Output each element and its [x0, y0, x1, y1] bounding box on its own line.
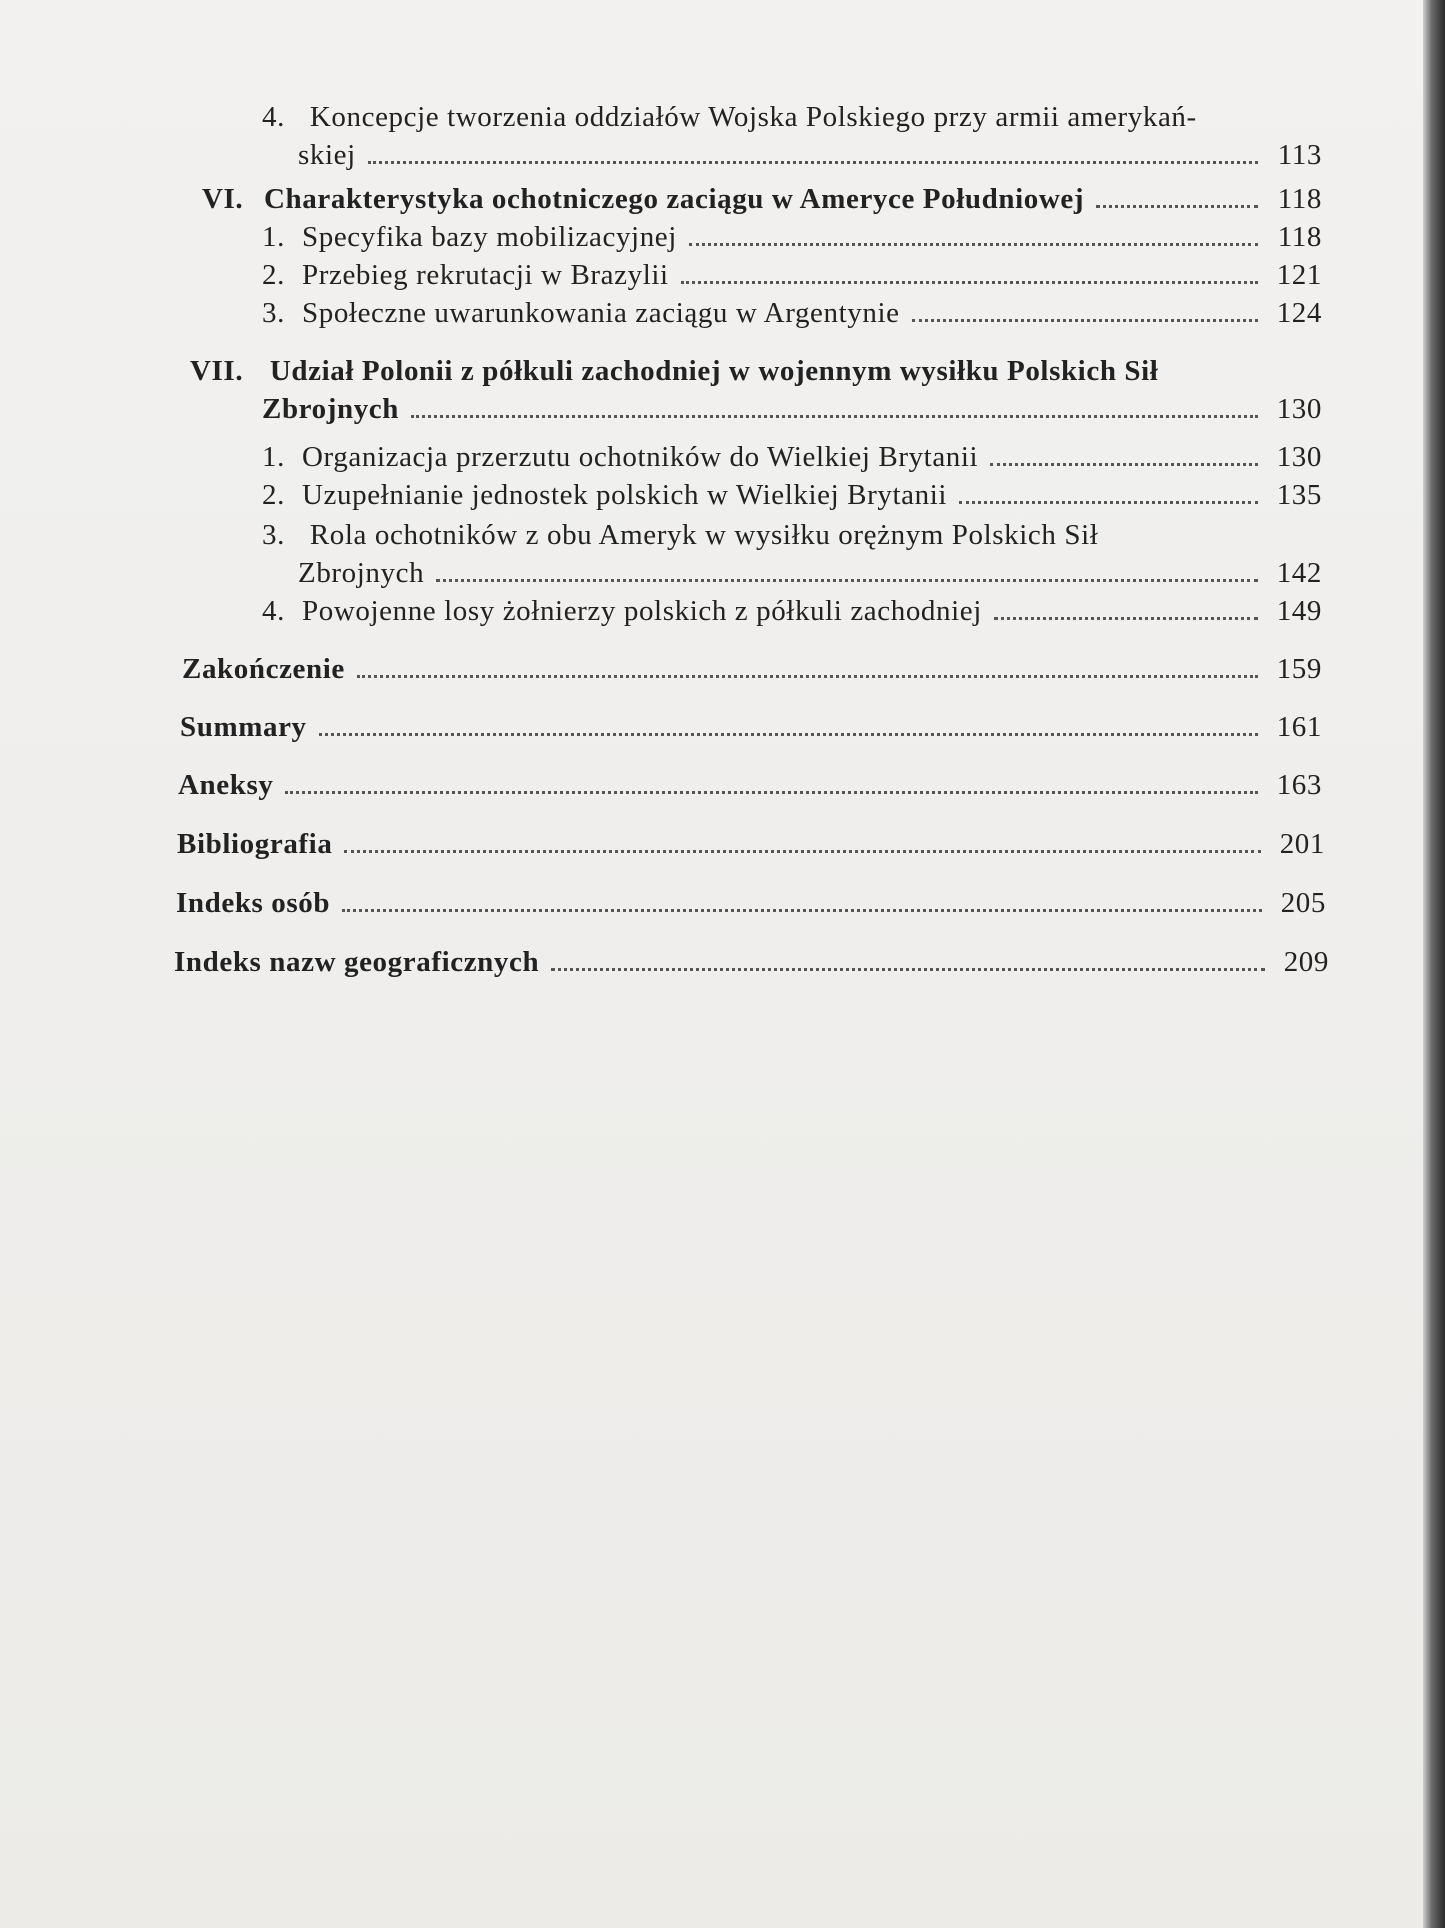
- entry-number: 3.: [262, 297, 285, 329]
- dot-leader: [994, 617, 1258, 620]
- entry-title-line2: Zbrojnych: [298, 557, 425, 589]
- dot-leader: [285, 791, 1258, 794]
- toc-entry-6-3: [262, 294, 1322, 332]
- entry-title: Powojenne losy żołnierzy polskich z półkuli zachodniej: [302, 595, 982, 627]
- toc-bibliografia: [177, 825, 1325, 863]
- page-number: 118: [1277, 183, 1322, 215]
- entry-title: Summary: [180, 711, 307, 743]
- dot-leader: [368, 161, 1258, 164]
- page-number: 130: [1276, 441, 1322, 473]
- entry-number: 2.: [262, 479, 285, 511]
- toc-chapter-6: [202, 180, 1322, 218]
- toc-indeks-osob: [176, 884, 1326, 922]
- toc-entry-7-3: [262, 516, 1322, 592]
- book-spine-edge: [1423, 0, 1445, 1928]
- toc-entry-6-2: [262, 256, 1322, 294]
- page-number: 135: [1276, 479, 1322, 511]
- dot-leader: [681, 281, 1258, 284]
- page-number: 130: [1276, 393, 1322, 425]
- entry-title-line2: Zbrojnych: [262, 393, 400, 425]
- page-number: 124: [1276, 297, 1322, 329]
- dot-leader: [959, 501, 1258, 504]
- entry-title-line2: skiej: [298, 139, 356, 171]
- toc-entry-5-4: [262, 98, 1322, 174]
- entry-number: 1.: [262, 221, 285, 253]
- entry-number: 1.: [262, 441, 285, 473]
- entry-title: Organizacja przerzutu ochotników do Wielkiej Brytanii: [302, 441, 979, 473]
- page-number: 118: [1277, 221, 1322, 253]
- entry-title-line1: Udział Polonii z półkuli zachodniej w wojennym wysiłku Polskich Sił: [269, 355, 1159, 387]
- entry-title: Specyfika bazy mobilizacyjnej: [302, 221, 677, 253]
- page-number: 113: [1277, 139, 1322, 171]
- dot-leader: [990, 463, 1258, 466]
- toc-summary: [180, 708, 1322, 746]
- toc-entry-7-4: [262, 592, 1322, 630]
- toc-aneksy: [178, 766, 1322, 804]
- entry-number: 2.: [262, 259, 285, 291]
- page-number: 163: [1276, 769, 1322, 801]
- dot-leader: [319, 733, 1258, 736]
- entry-title: Społeczne uwarunkowania zaciągu w Argentynie: [302, 297, 900, 329]
- entry-title-line1: Rola ochotników z obu Ameryk w wysiłku orężnym Polskich Sił: [309, 519, 1099, 551]
- dot-leader: [912, 319, 1258, 322]
- dot-leader: [1096, 205, 1258, 208]
- page-number: 201: [1279, 828, 1325, 860]
- page-number: 142: [1276, 557, 1322, 589]
- dot-leader: [342, 909, 1262, 912]
- page-number: 209: [1283, 946, 1329, 978]
- dot-leader: [357, 675, 1258, 678]
- toc-zakonczenie: [182, 650, 1322, 688]
- page-number: 159: [1276, 653, 1322, 685]
- toc-entry-7-2: [262, 476, 1322, 514]
- toc-entry-7-1: [262, 438, 1322, 476]
- entry-number: 4.: [262, 101, 285, 133]
- page-number: 149: [1276, 595, 1322, 627]
- page-number: 205: [1280, 887, 1326, 919]
- entry-number: 4.: [262, 595, 285, 627]
- entry-number: VI.: [202, 183, 244, 215]
- toc-indeks-nazw-geograficznych: [174, 943, 1329, 981]
- entry-number: 3.: [262, 519, 285, 551]
- toc-chapter-7: [190, 352, 1322, 428]
- dot-leader: [436, 579, 1258, 582]
- entry-title: Bibliografia: [177, 828, 333, 860]
- entry-title: Przebieg rekrutacji w Brazylii: [302, 259, 669, 291]
- page-number: 161: [1276, 711, 1322, 743]
- dot-leader: [551, 968, 1265, 971]
- dot-leader: [411, 415, 1258, 418]
- entry-title-line1: Koncepcje tworzenia oddziałów Wojska Polskiego przy armii amerykań-: [309, 101, 1197, 133]
- toc-entry-6-1: [262, 218, 1322, 256]
- entry-title: Aneksy: [178, 769, 274, 801]
- entry-title: Indeks osób: [176, 887, 331, 919]
- page-number: 121: [1276, 259, 1322, 291]
- entry-title: Zakończenie: [182, 653, 345, 685]
- dot-leader: [344, 850, 1261, 853]
- entry-number: VII.: [190, 355, 244, 387]
- entry-title: Charakterystyka ochotniczego zaciągu w Ameryce Południowej: [264, 183, 1085, 215]
- entry-title: Indeks nazw geograficznych: [174, 946, 540, 978]
- dot-leader: [689, 243, 1258, 246]
- entry-title: Uzupełnianie jednostek polskich w Wielkiej Brytanii: [302, 479, 948, 511]
